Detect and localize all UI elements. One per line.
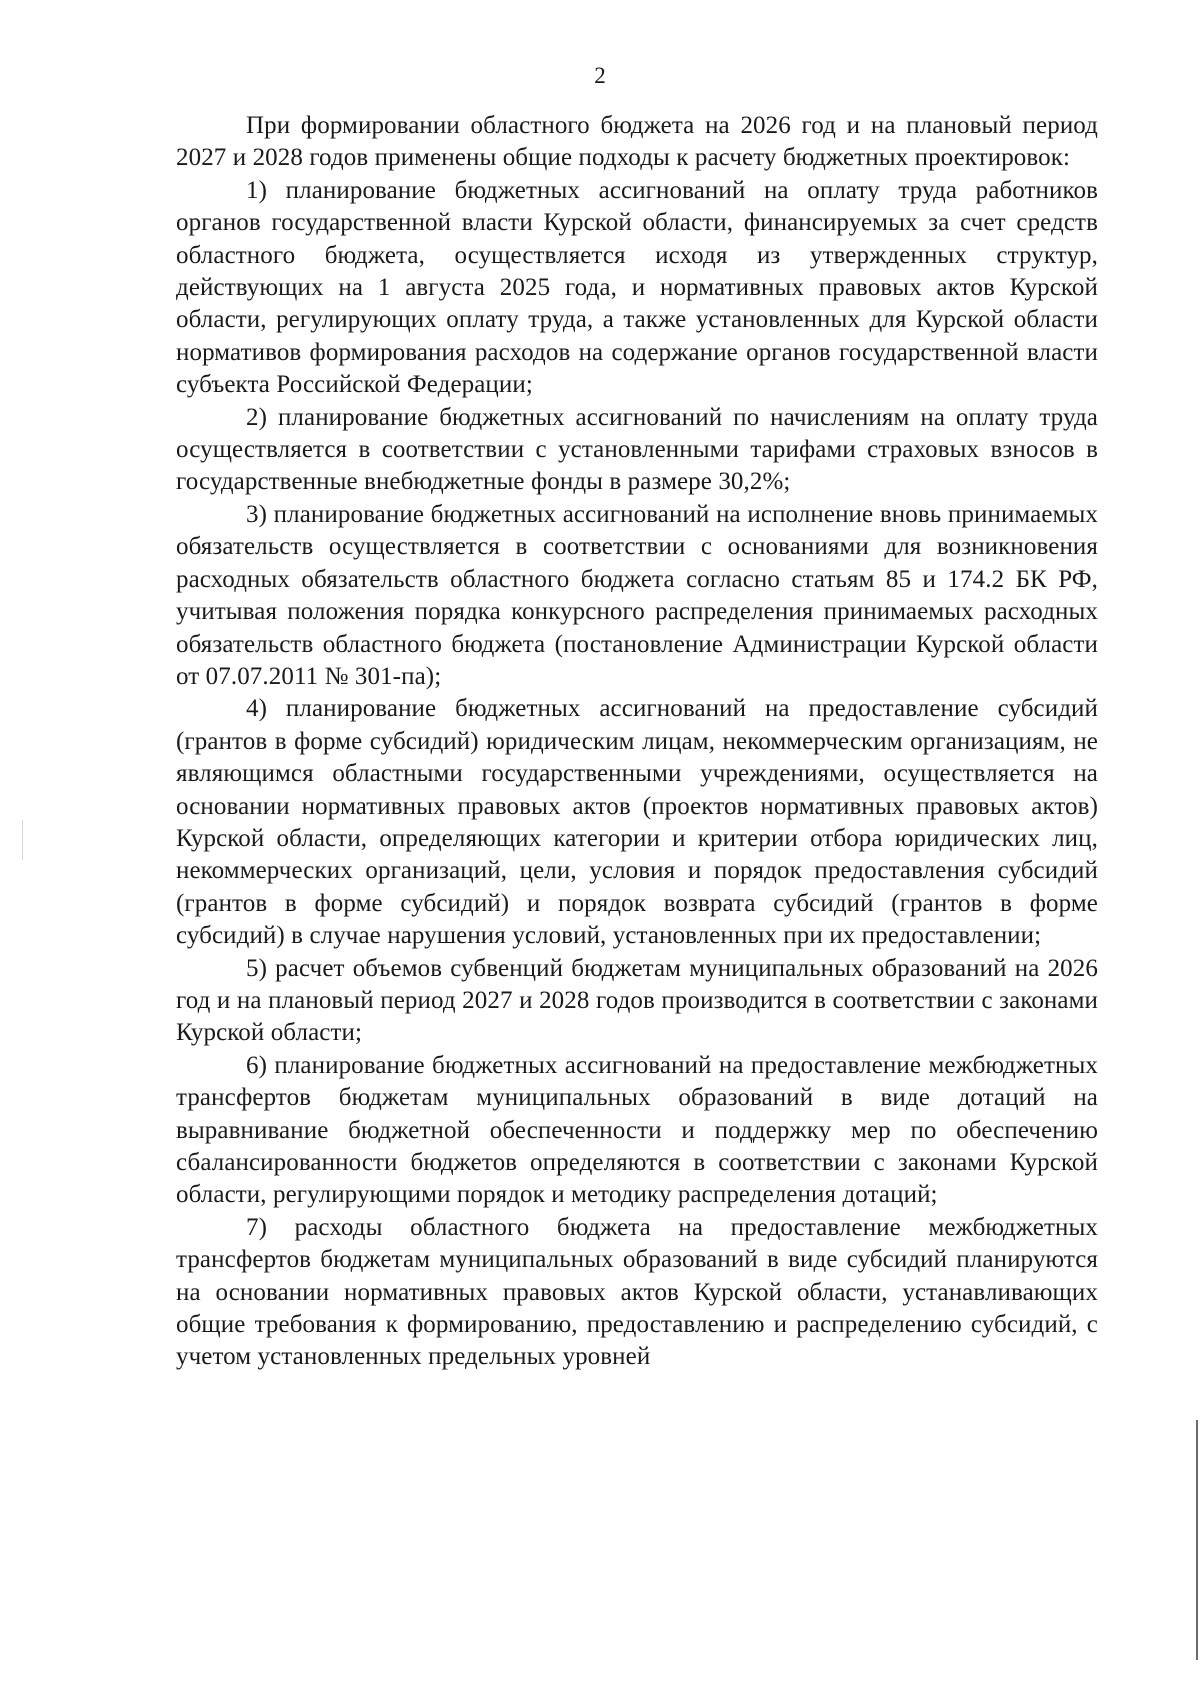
- document-body: [176, 110, 1098, 1374]
- paragraph-item-1: 1) планирование бюджетных ассигнований на оплату труда работников органов государственной власти Курской области, финансируемых за счет средств областного бюджета, осуществляется исходя из утвержденных структур, действующих на 1 августа 2025 года, и нормативных правовых актов Курской области, регулирующих оплату труда, а также установленных для Курской области нормативов формирования расходов на содержание органов государственной власти субъекта Российской Федерации;: [176, 176, 1098, 399]
- scan-artifact: [22, 820, 23, 860]
- paragraph-intro: При формировании областного бюджета на 2026 год и на плановый период 2027 и 2028 годов применены общие подходы к расчету бюджетных проектировок:: [176, 112, 1098, 172]
- paragraph-item-3: 3) планирование бюджетных ассигнований на исполнение вновь принимаемых обязательств осуществляется в соответствии с основаниями для возникновения расходных обязательств областного бюджета согласно статьям 85 и 174.2 БК РФ, учитывая положения порядка конкурсного распределения принимаемых расходных обязательств областного бюджета (постановление Администрации Курской области от 07.07.2011 № 301-па);: [176, 500, 1098, 690]
- paragraph-item-2: 2) планирование бюджетных ассигнований по начислениям на оплату труда осуществляется в соответствии с установленными тарифами страховых взносов в государственные внебюджетные фонды в размере 30,2%;: [176, 403, 1098, 496]
- scan-edge-artifact: [1196, 1420, 1198, 1660]
- paragraph-item-5: 5) расчет объемов субвенций бюджетам муниципальных образований на 2026 год и на плановый период 2027 и 2028 годов производится в соответствии с законами Курской области;: [176, 954, 1098, 1047]
- page-number: 2: [594, 63, 606, 88]
- paragraph-item-6: 6) планирование бюджетных ассигнований на предоставление межбюджетных трансфертов бюджетам муниципальных образований в виде дотаций на выравнивание бюджетной обеспеченности и поддержку мер по обеспечению сбалансированности бюджетов определяются в соответствии с законами Курской области, регулирующими порядок и методику распределения дотаций;: [176, 1051, 1098, 1209]
- paragraph-item-4: 4) планирование бюджетных ассигнований на предоставление субсидий (грантов в форме субсидий) юридическим лицам, некоммерческим организациям, не являющимся областными государственными учреждениями, осуществляется на основании нормативных правовых актов (проектов нормативных правовых актов) Курской области, определяющих категории и критерии отбора юридических лиц, некоммерческих организаций, цели, условия и порядок предоставления субсидий (грантов в форме субсидий) и порядок возврата субсидий (грантов в форме субсидий) в случае нарушения условий, установленных при их предоставлении;: [176, 695, 1098, 950]
- paragraph-item-7: 7) расходы областного бюджета на предоставление межбюджетных трансфертов бюджетам муниципальных образований в виде субсидий планируются на основании нормативных правовых актов Курской области, устанавливающих общие требования к формированию, предоставлению и распределению субсидий, с учетом установленных предельных уровней: [176, 1213, 1098, 1371]
